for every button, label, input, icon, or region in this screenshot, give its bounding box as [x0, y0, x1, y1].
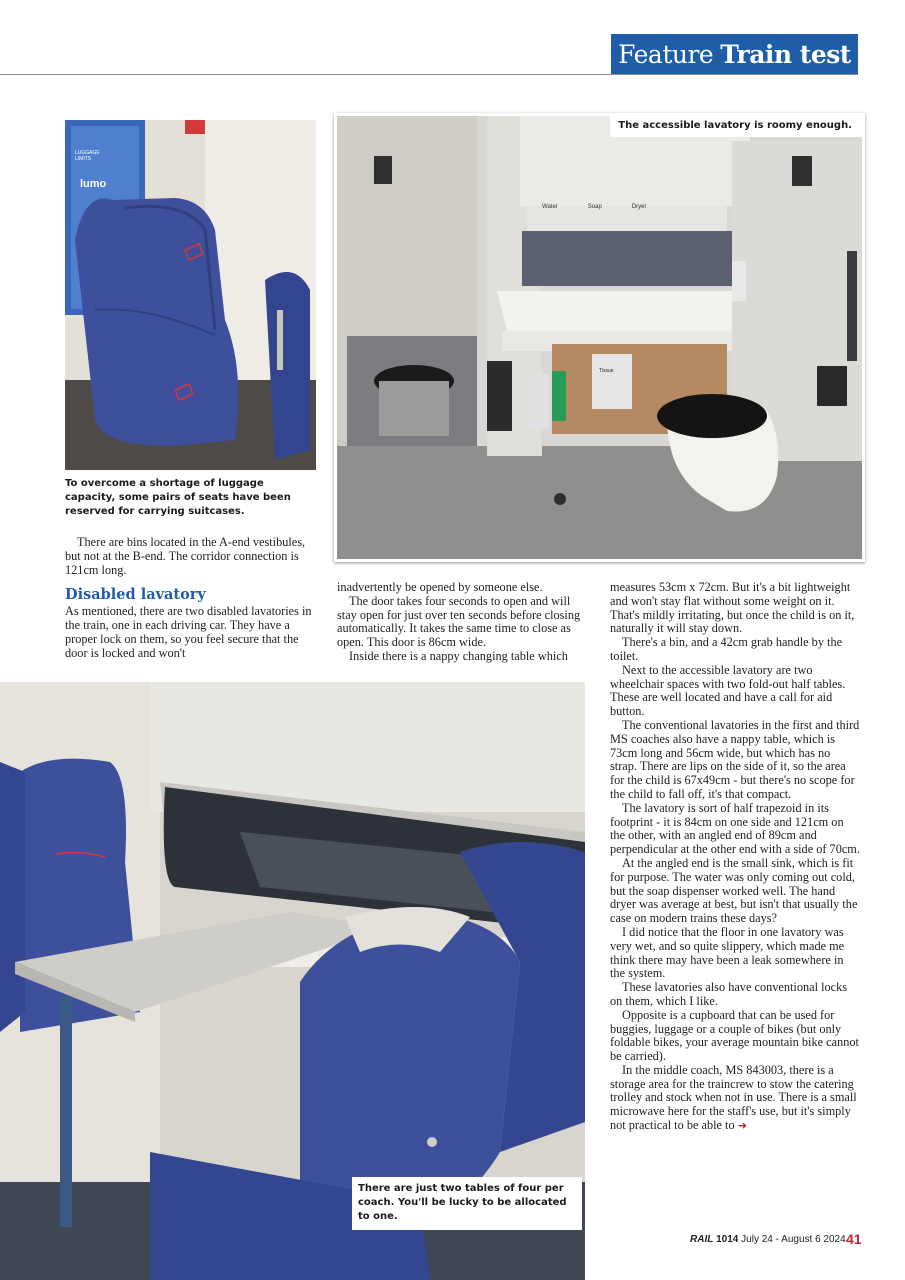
section-label: Feature: [618, 39, 714, 69]
col2-paragraph-1: inadvertently be opened by someone else.: [337, 580, 543, 594]
issue-number: 1014: [716, 1234, 739, 1245]
magazine-name: RAIL: [690, 1234, 714, 1245]
col3-paragraph-3: Next to the accessible lavatory are two wheelchair spaces with two fold-out half tables. These are well located and have a call for aid button.: [610, 662, 846, 719]
footer: [690, 1234, 846, 1245]
water-label: Water: [542, 204, 558, 210]
col3-paragraph-7: I did notice that the floor in one lavatory was very wet, and so quite slippery, which made me think there may have been a leak somewhere in the system.: [610, 924, 845, 981]
col3-paragraph-1: measures 53cm x 72cm. But it's a bit lightweight and won't stay flat without some weight on it. That's mildly irritating, but once the child is on it, naturally it will stay down.: [610, 580, 855, 636]
header-rule: [0, 74, 858, 75]
column-3: [610, 581, 860, 1133]
page-number: 41: [846, 1231, 862, 1247]
col3-paragraph-9: Opposite is a cupboard that can be used for buggies, luggage or a couple of bikes (but only foldable bikes, your average mountain bike cannot be carried).: [610, 1007, 859, 1064]
col3-paragraph-6: At the angled end is the small sink, which is fit for purpose. The water was only coming out cold, but the soap dispenser worked well. The hand dryer was average at best, but isn't that usually the case on modern trains these days?: [610, 855, 858, 926]
col2-paragraph-2: The door takes four seconds to open and will stay open for just over ten seconds before closing automatically. It takes the same time to close as open. This door is 86cm wide.: [337, 593, 581, 650]
col2-paragraph-3: Inside there is a nappy changing table which: [349, 648, 568, 663]
poster-brand: lumo: [80, 178, 107, 190]
col3-paragraph-10: [610, 1064, 860, 1133]
column-1: [65, 536, 317, 661]
col3-paragraph-4: The conventional lavatories in the first and third MS coaches also have a nappy table, which is 73cm long and 56cm wide, but which has no strap. There are lips on the side of it, so the area for the child is 67x49cm - but there's no scope for the child to fall off, it's that compact.: [610, 717, 860, 801]
continue-arrow-icon: ➜: [737, 1119, 747, 1133]
luggage-caption: To overcome a shortage of luggage capacity, some pairs of seats have been reserved for carrying suitcases.: [65, 478, 291, 517]
lavatory-caption: The accessible lavatory is roomy enough.: [610, 116, 862, 137]
dryer-label: Dryer: [631, 204, 647, 210]
soap-label: Soap: [587, 204, 602, 210]
subhead: Disabled lavatory: [65, 586, 206, 604]
column-2: [337, 581, 587, 664]
col3-paragraph-10-text: In the middle coach, MS 843003, there is a storage area for the traincrew to stow the catering trolley and stock when not in use. There is a small microwave here for the staff's use, but it's simply not practical to be able to: [610, 1062, 857, 1133]
col1-paragraph: As mentioned, there are two disabled lavatories in the train, one in each driving car. They have a proper lock on them, so you feel secure that the door is locked and won't: [65, 604, 312, 660]
col3-paragraph-5: The lavatory is sort of half trapezoid in its footprint - it is 84cm on one side and 121cm on the other, with an angled end of 89cm and perpendicular at the other end with a side of 70cm.: [610, 800, 860, 857]
intro-paragraph: There are bins located in the A-end vestibules, but not at the B-end. The corridor connection is 121cm long.: [65, 535, 306, 577]
lavatory-photo: [334, 113, 865, 562]
table-seats-photo: [0, 682, 585, 1280]
col3-paragraph-2: There's a bin, and a 42cm grab handle by the toilet.: [610, 635, 843, 663]
section-title: Train test: [720, 39, 851, 69]
col3-paragraph-8: These lavatories also have conventional locks on them, which I like.: [610, 980, 848, 1008]
tissue-label: Tissue: [599, 368, 614, 374]
section-header: [611, 34, 858, 74]
dispenser-labels: [542, 204, 646, 210]
issue-dates: July 24 - August 6 2024: [741, 1234, 846, 1245]
poster-text: LUGGAGE LIMITS: [75, 150, 100, 162]
luggage-seat-photo: [65, 120, 316, 470]
table-caption: There are just two tables of four per coach. You'll be lucky to be allocated to one.: [352, 1177, 582, 1230]
